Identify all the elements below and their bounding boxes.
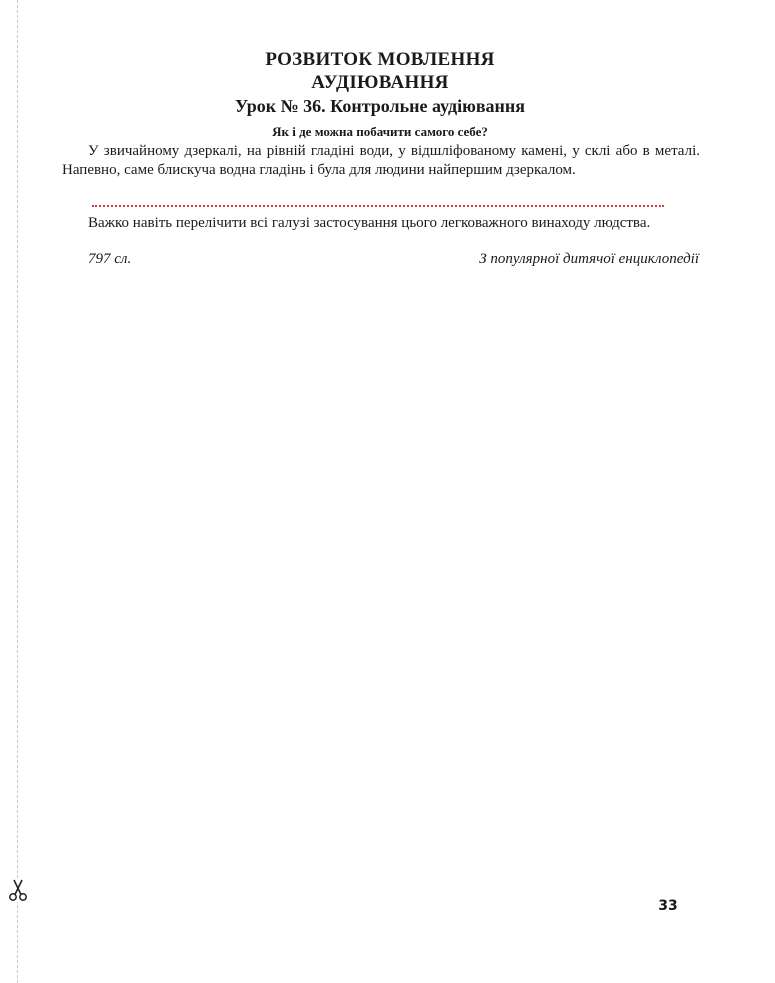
word-count: 797 сл.: [88, 251, 132, 267]
lesson-title: Урок № 36. Контрольне аудіювання: [234, 96, 526, 116]
source-citation: З популярної дитячої енциклопедії: [479, 251, 699, 267]
cut-line: [17, 0, 18, 983]
section-title: РОЗВИТОК МОВЛЕННЯ: [265, 49, 495, 70]
dotted-separator: [92, 205, 664, 207]
scissors-icon: [8, 878, 28, 902]
page-number: 33: [658, 898, 678, 914]
paragraph-1: У звичайному дзеркалі, на рівній гладіні води, у відшліфованому камені, у склі або в металі. Напевно, саме блискуча водна гладінь і була для людини найпершим дзеркалом.: [62, 143, 700, 178]
paragraph-2: Важко навіть перелічити всі галузі застосування цього легковажного винаходу людства.: [88, 215, 651, 231]
text-title: Як і де можна побачити самого себе?: [272, 124, 488, 139]
section-subtitle: АУДІЮВАННЯ: [311, 72, 449, 93]
